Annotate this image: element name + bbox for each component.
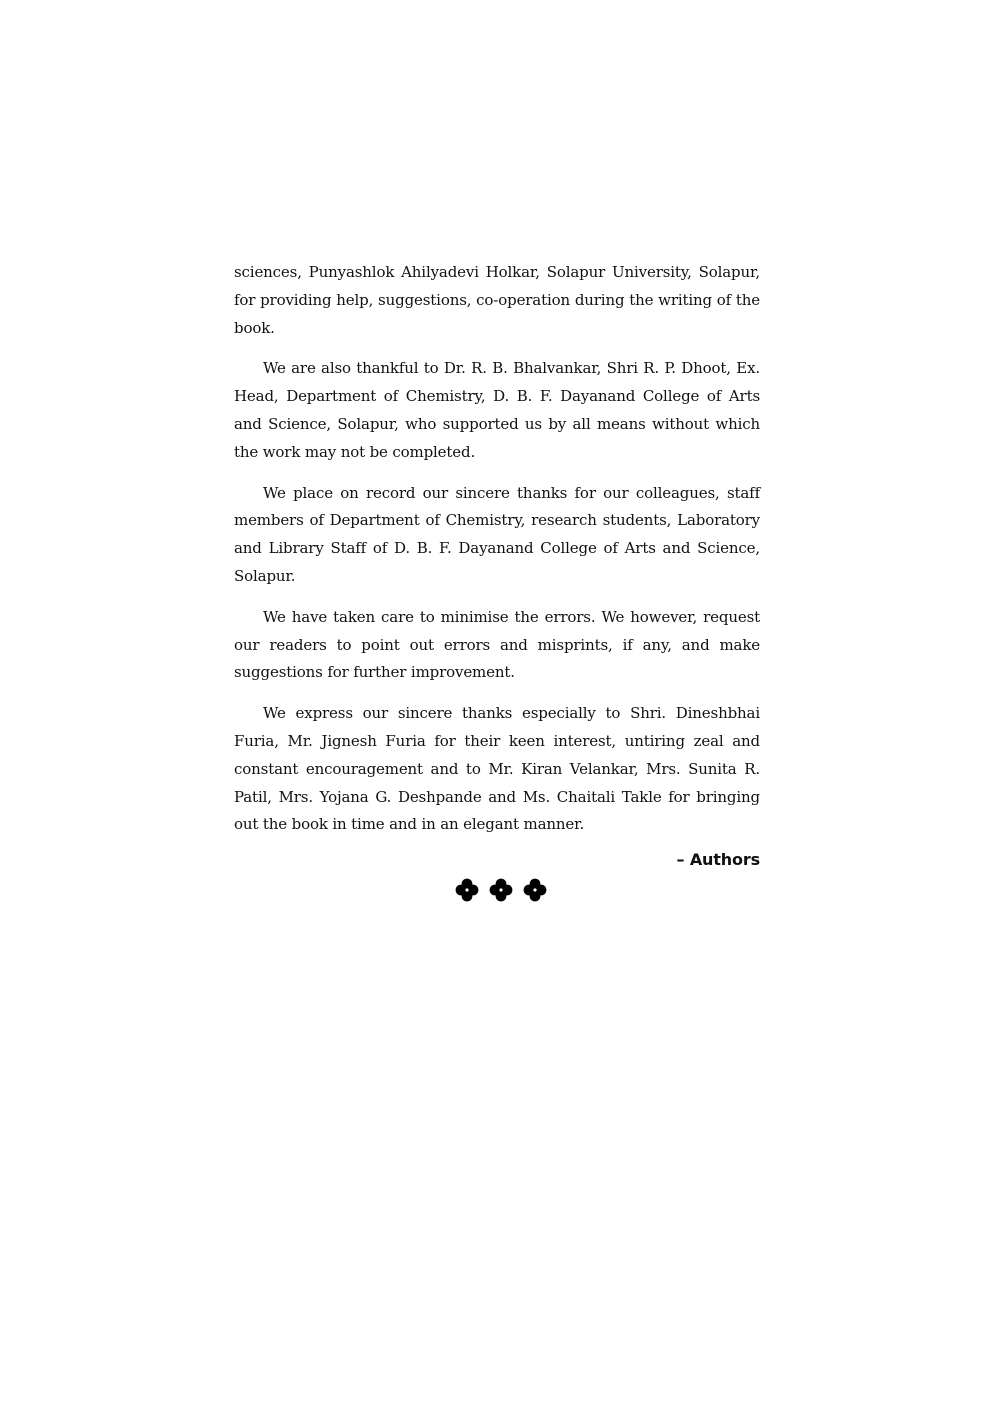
section-end-ornament: [242, 877, 760, 903]
paragraph-continued: sciences, Punyashlok Ahilyadevi Holkar, Solapur University, Solapur, for providing help, suggestions, co-operation during the writing of the book.: [234, 263, 760, 337]
four-leaf-clover-icon: [488, 877, 514, 903]
four-leaf-clover-icon: [454, 877, 480, 903]
paragraph: We place on record our sincere thanks for our colleagues, staff members of Department of Chemistry, research students, Laboratory and Library Staff of D. B. F. Dayanand College of Arts and Science, Solapur.: [234, 483, 760, 585]
paragraph: We are also thankful to Dr. R. B. Bhalvankar, Shri R. P. Dhoot, Ex. Head, Department of Chemistry, D. B. F. Dayanand College of Arts and Science, Solapur, who supported us by all means without which the work may not be completed.: [234, 359, 760, 461]
paragraph: We express our sincere thanks especially to Shri. Dineshbhai Furia, Mr. Jignesh Furia for their keen interest, untiring zeal and constant encouragement and to Mr. Kiran Velankar, Mrs. Sunita R. Patil, Mrs. Yojana G. Deshpande and Ms. Chaitali Takle for bringing out the book in time and in an elegant manner.: [234, 704, 760, 834]
four-leaf-clover-icon: [522, 877, 548, 903]
authors-signature: – Authors: [676, 850, 760, 870]
paragraph: We have taken care to minimise the errors. We however, request our readers to point out errors and misprints, if any, and make suggestions for further improvement.: [234, 607, 760, 682]
acknowledgement-body: [234, 259, 760, 903]
